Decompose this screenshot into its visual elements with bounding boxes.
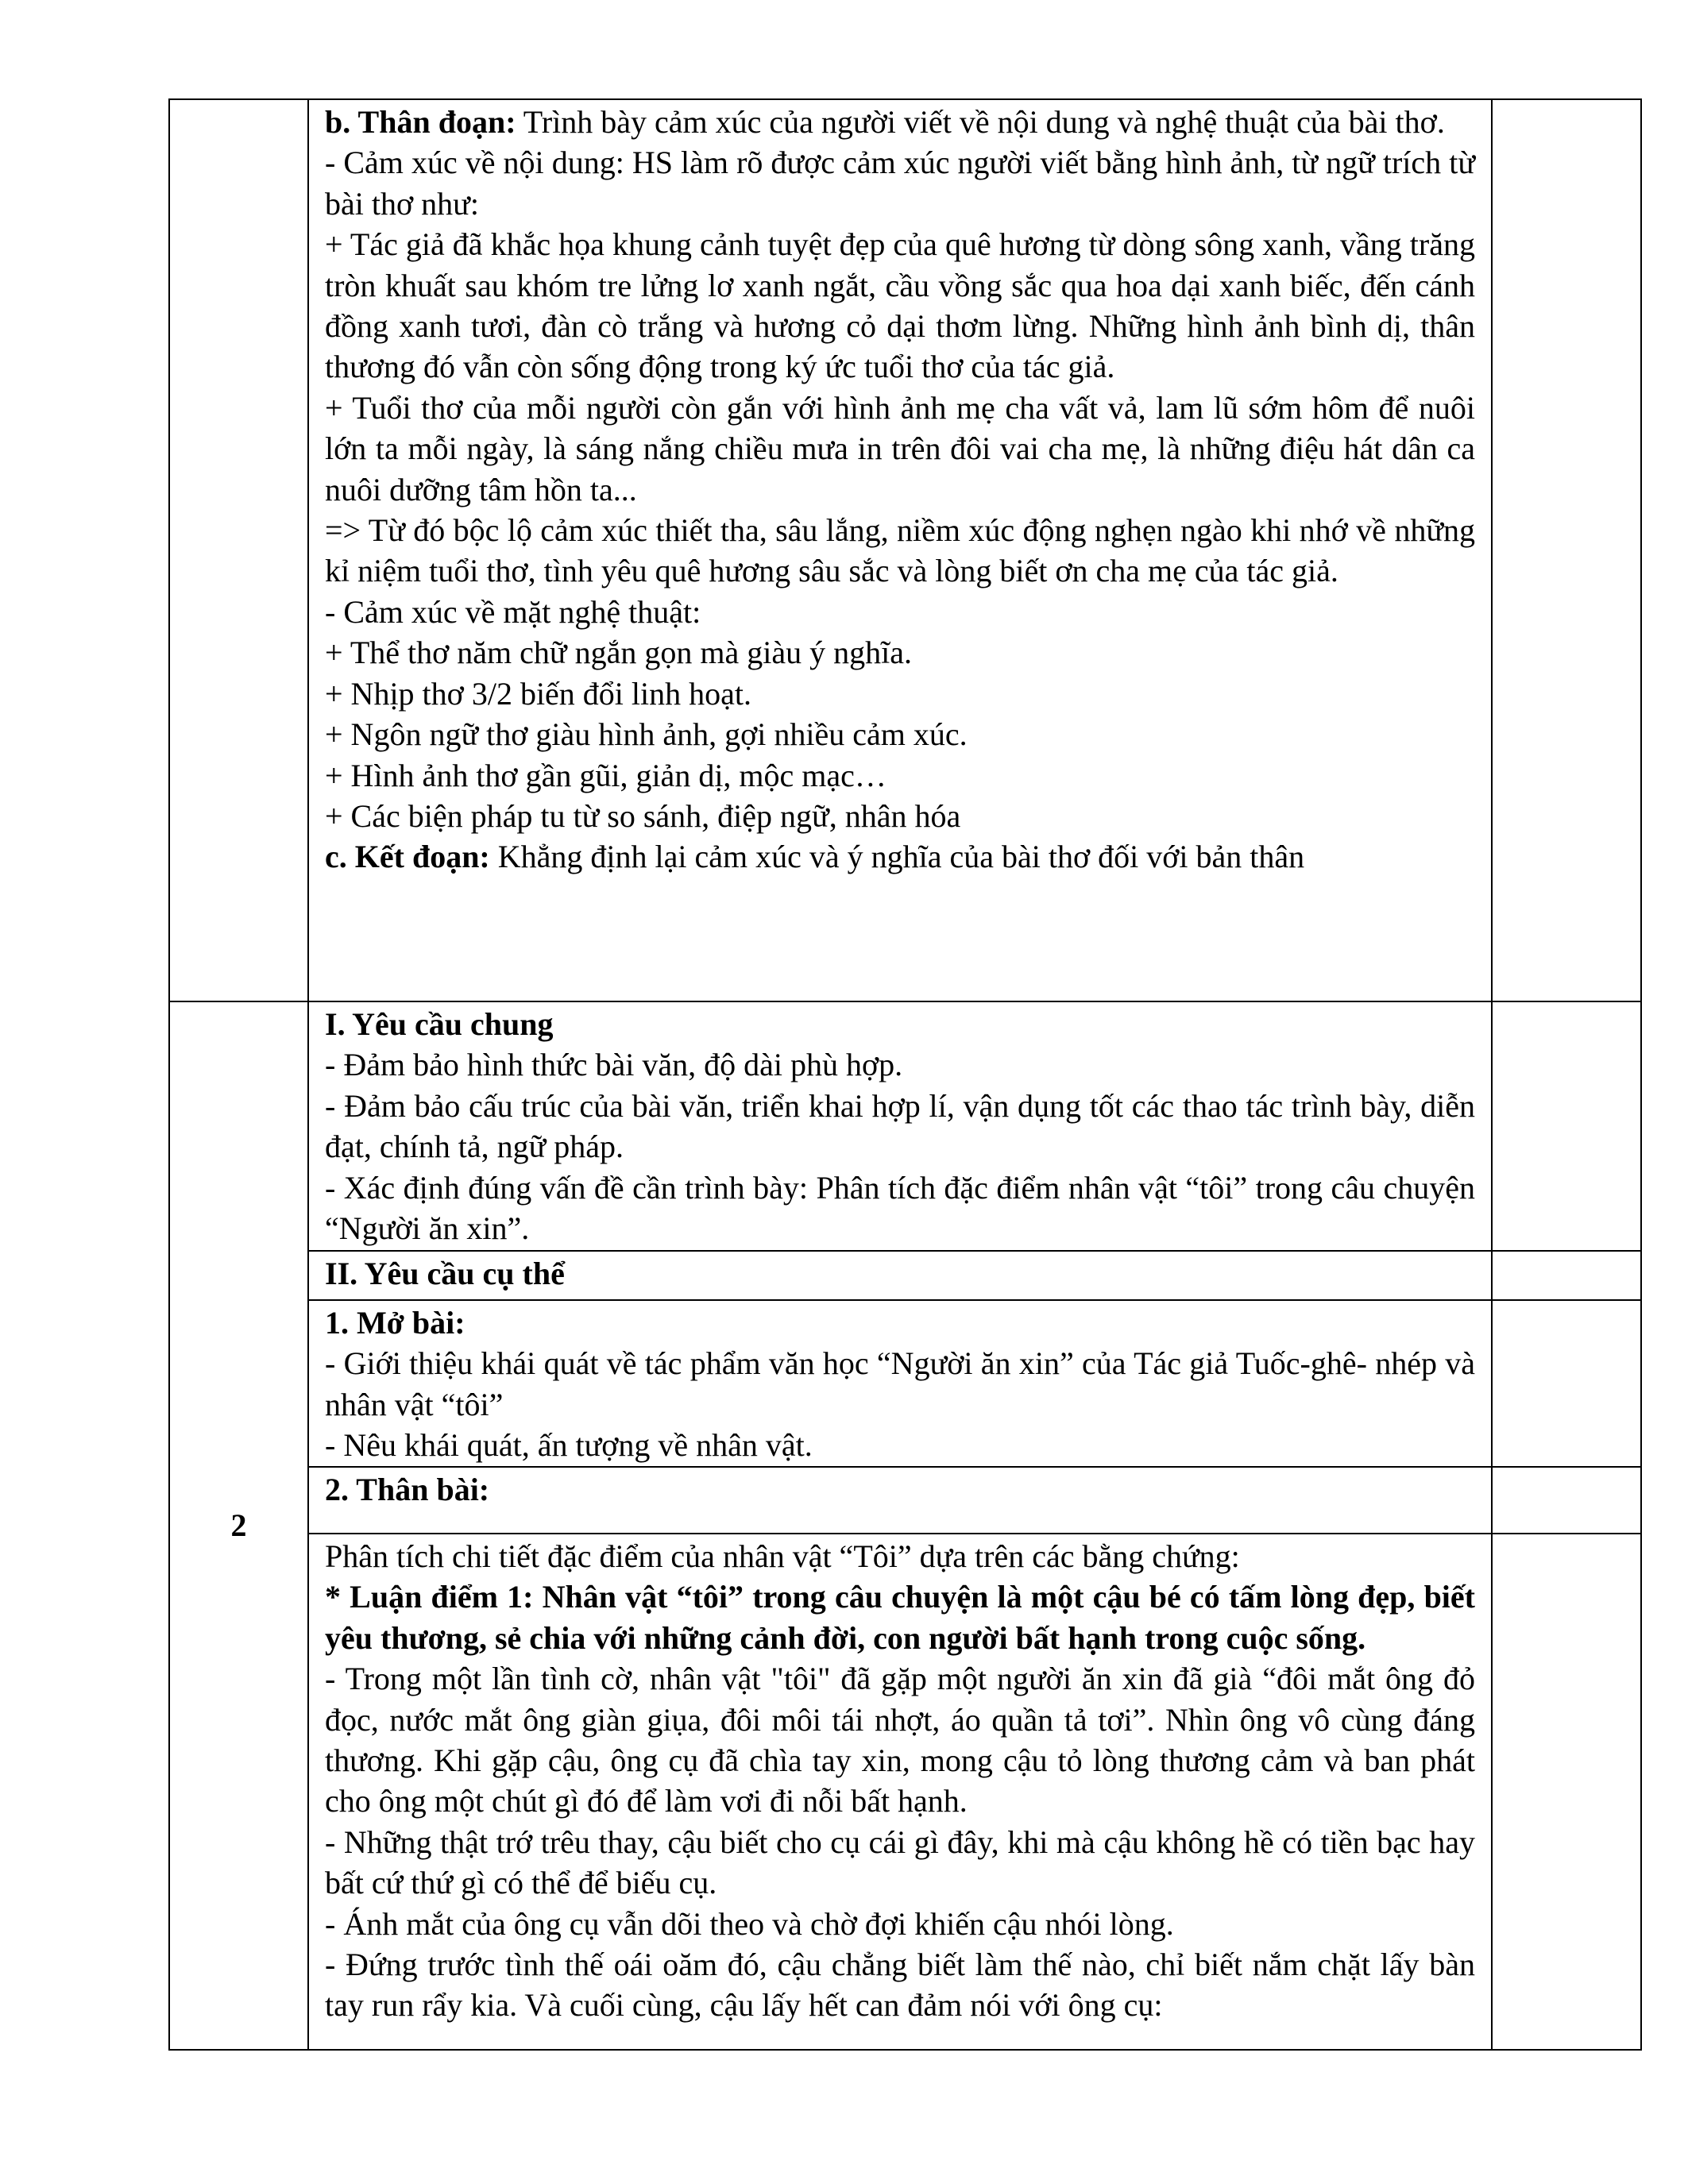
score-cell: [1492, 1467, 1641, 1534]
table-row: [169, 1467, 1641, 1534]
text-line: - Đảm bảo hình thức bài văn, độ dài phù hợp.: [325, 1047, 903, 1083]
point-1-heading: * Luận điểm 1: Nhân vật “tôi” trong câu chuyện là một cậu bé có tấm lòng đẹp, biết yêu thương, sẻ chia với những cảnh đời, con người bất hạnh trong cuộc sống.: [325, 1579, 1475, 1656]
section-b-heading: b. Thân đoạn:: [325, 104, 516, 140]
text-line: - Trong một lần tình cờ, nhân vật "tôi" đã gặp một người ăn xin đã già “đôi mắt ông đỏ đọc, nước mắt ông giàn giụa, đôi môi tái nhợt, áo quần tả tơi”. Nhìn ông vô cùng đáng thương. Khi gặp cậu, ông cụ đã chìa tay xin, mong cậu tỏ lòng thương cảm và ban phát cho ông một chút gì đó để làm vơi đi nỗi bất hạnh.: [325, 1661, 1475, 1819]
body-heading: 2. Thân bài:: [325, 1472, 490, 1507]
intro-cell: [308, 1300, 1492, 1467]
score-cell: [1492, 1534, 1641, 2050]
score-cell: [1492, 99, 1641, 1001]
text-line: + Thể thơ năm chữ ngắn gọn mà giàu ý nghĩa.: [325, 635, 912, 671]
score-cell: [1492, 1300, 1641, 1467]
text-line: - Cảm xúc về nội dung: HS làm rõ được cảm xúc người viết bằng hình ảnh, từ ngữ trích từ bài thơ như:: [325, 145, 1475, 222]
text-line: => Từ đó bộc lộ cảm xúc thiết tha, sâu lắng, niềm xúc động nghẹn ngào khi nhớ về những kỉ niệm tuổi thơ, tình yêu quê hương sâu sắc và lòng biết ơn cha mẹ của tác giả.: [325, 512, 1475, 589]
general-requirements-cell: [308, 1001, 1492, 1251]
text-line: - Những thật trớ trêu thay, cậu biết cho cụ cái gì đây, khi mà cậu không hề có tiền bạc hay bất cứ thứ gì có thể để biếu cụ.: [325, 1823, 1475, 1901]
text-line: - Đứng trước tình thế oái oăm đó, cậu chẳng biết làm thế nào, chỉ biết nắm chặt lấy bàn tay run rẩy kia. Và cuối cùng, cậu lấy hết can đảm nói với ông cụ:: [325, 1947, 1475, 2024]
analysis-intro: Phân tích chi tiết đặc điểm của nhân vật “Tôi” dựa trên các bằng chứng:: [325, 1538, 1240, 1574]
table-row: [169, 1251, 1641, 1300]
section-c-heading: c. Kết đoạn:: [325, 839, 490, 875]
section-b-intro: b. Thân đoạn: Trình bày cảm xúc của người viết về nội dung và nghệ thuật của bài thơ.: [325, 104, 1445, 140]
analysis-cell: [308, 1534, 1492, 2050]
specific-heading: II. Yêu cầu cụ thể: [325, 1256, 565, 1291]
table-row: [169, 1534, 1641, 2050]
section-c-line: c. Kết đoạn: Khẳng định lại cảm xúc và ý nghĩa của bài thơ đối với bản thân: [325, 839, 1305, 875]
text-line: + Ngôn ngữ thơ giàu hình ảnh, gợi nhiều cảm xúc.: [325, 716, 968, 753]
score-cell: [1492, 1001, 1641, 1251]
question-number: 2: [169, 1001, 308, 2050]
text-line: + Hình ảnh thơ gần gũi, giản dị, mộc mạc…: [325, 757, 886, 793]
general-heading: I. Yêu cầu chung: [325, 1006, 554, 1042]
text-line: + Tuổi thơ của mỗi người còn gắn với hình ảnh mẹ cha vất vả, lam lũ sớm hôm để nuôi lớn ta mỗi ngày, là sáng nắng chiều mưa in trên đôi vai cha mẹ, là những điệu hát dân ca nuôi dưỡng tâm hồn ta...: [325, 389, 1475, 507]
score-cell: [1492, 1251, 1641, 1300]
answer-page: [168, 98, 1640, 2049]
section-b-cell: [308, 99, 1492, 1001]
text-line: - Xác định đúng vấn đề cần trình bày: Phân tích đặc điểm nhân vật “tôi” trong câu chuyện “Người ăn xin”.: [325, 1169, 1475, 1247]
text-line: - Cảm xúc về mặt nghệ thuật:: [325, 593, 701, 630]
text-line: + Tác giả đã khắc họa khung cảnh tuyệt đẹp của quê hương từ dòng sông xanh, vầng trăng tròn khuất sau khóm tre lửng lơ xanh ngắt, cầu vồng sắc qua hoa dại xanh biếc, đến cánh đồng xanh tươi, đàn cò trắng và hương cỏ dại thơm lừng. Những hình ảnh bình dị, thân thương đó vẫn còn sống động trong ký ức tuổi thơ của tác giả.: [325, 226, 1475, 385]
table-row: [169, 1300, 1641, 1467]
text-line: - Đảm bảo cấu trúc của bài văn, triển khai hợp lí, vận dụng tốt các thao tác trình bày, diễn đạt, chính tả, ngữ pháp.: [325, 1087, 1475, 1165]
intro-heading: 1. Mở bài:: [325, 1305, 465, 1341]
text-line: - Giới thiệu khái quát về tác phẩm văn học “Người ăn xin” của Tác giả Tuốc-ghê- nhép và nhân vật “tôi”: [325, 1345, 1475, 1422]
text-line: - Ánh mắt của ông cụ vẫn dõi theo và chờ đợi khiến cậu nhói lòng.: [325, 1905, 1174, 1942]
specific-requirements-cell: [308, 1251, 1492, 1300]
question-cell-empty: [169, 99, 308, 1001]
text-line: + Nhịp thơ 3/2 biến đổi linh hoạt.: [325, 675, 752, 712]
table-row: [169, 1001, 1641, 1251]
body-heading-cell: [308, 1467, 1492, 1534]
answer-table: [168, 98, 1642, 2051]
text-line: - Nêu khái quát, ấn tượng về nhân vật.: [325, 1427, 813, 1464]
text-line: + Các biện pháp tu từ so sánh, điệp ngữ, nhân hóa: [325, 797, 961, 834]
table-row: [169, 99, 1641, 1001]
